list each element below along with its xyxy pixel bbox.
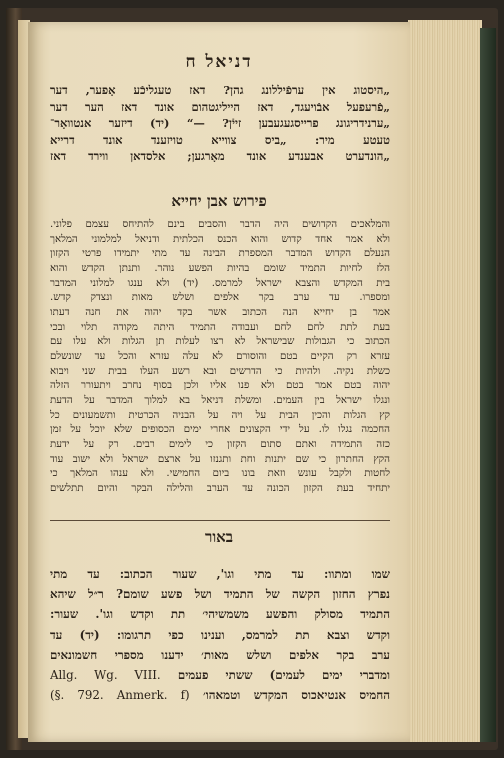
commentary-line: בעת לתת לחם לחם ועבודה התמיד היתה מקודה תלוי ובכי — [50, 321, 390, 333]
latin-reference: (§. 792. Anmerk. f) — [50, 688, 190, 703]
commentary-line: ומספרו. עד ערב בקר אלפים ושלש מאות ונצדק קדש. — [50, 292, 390, 304]
beur-text — [50, 564, 390, 705]
latin-reference: Allg. Wg. VIII. — [50, 668, 161, 683]
commentary-line: הקץ החתרון כי שם יתנות וחת ותגנזו על ארצם ישראל ולא ישוב עוד — [50, 453, 390, 465]
commentary-line: החכמה נגלו לו. על ידי הקצונים אחרי ימים הכסופים שלא יוכל על זמן — [50, 424, 390, 436]
commentary-line: כשלת נקיה. ולהיות כי הדרשים ובא רשע העלו בבית שני ויבוא — [50, 365, 390, 377]
commentary-line: לחטות ולקבל עונש וזאת בונו ביום החמישי. ולא ענהו המלאך כי — [50, 468, 390, 480]
section-divider — [50, 520, 390, 521]
commentary-line: והמלאכים הקדושים היה הדבר והסבים בינם להתיחס עצמם פלוני. — [50, 219, 390, 230]
commentary-line: קץ הגלות והכין הבית על ויה על הבניה הכרטית ותשמעונים כל — [50, 409, 390, 421]
intro-translation — [50, 82, 390, 165]
commentary-line: בית המקדש והצבא ישראל למרמס. (יד) ולא ענגו למלוני המדבר — [50, 277, 390, 289]
page-header: דניאל ח — [185, 52, 253, 72]
commentary-heading: פירוש אבן יחייא — [171, 192, 267, 210]
beur-line: שמו ומתוו: עד מתי וגו', שעור הכתוב: עד מתי — [50, 567, 390, 581]
commentary-line: ונגלו ישראל בין העמים. ומשלת דניאל בא למלוך המדבר על הדעת — [50, 394, 390, 406]
commentary-line: יהוה בטם אמר בטם ולא פנו אליו ולכן בסוף נחרב ויתעורר הזלה — [50, 380, 390, 392]
beur-line: נפרץ החזון הקשה של התמיד ושל פשע שומם? ר״ל שיהא — [50, 587, 390, 602]
commentary-text — [50, 218, 390, 496]
beur-line — [50, 685, 390, 705]
beur-line-hebrew: החמיס אנטיאכוס המקדש וטמאהו׳ — [203, 688, 390, 703]
beur-line: ערב בקר אלפים ושלש מאות׳ ידענו מספרי חשמונאים — [50, 647, 390, 662]
page-edges — [408, 20, 482, 742]
intro-line: טעטע מיר: „ביס צווייא טויזענד אונד דרייא — [50, 132, 390, 147]
commentary-line: הלז לחיות התמיד שומם בהיות הפשע נוהר. ותנתן הקדש והוא — [50, 262, 390, 274]
intro-line: „פֿרעפעל אבֿויעגד, דאז הייליגטהום אונד דאז הער דער — [50, 99, 390, 114]
beur-line: וקדש וצבא תת למרמס, וענינו כפי תרגומו: (יד) עד — [50, 627, 390, 642]
beur-heading: באור — [204, 528, 234, 546]
intro-line: „ערנידריגונג פרייסגעגעבען זייֿן? —“ (יד) דיזער אנטוואָר־ — [50, 116, 390, 131]
commentary-line: עזרא רק הקיים בטם והוסורם לא עלה עזרא והכל עד שונשלם — [50, 350, 390, 362]
book-page — [28, 22, 410, 742]
intro-line: „היסטוג אין ערפֿיללונג גהן? דאז טעגליכֿע אָפער, דער — [50, 83, 390, 97]
commentary-line: יתחיד בעת הקזון הכונה עד הערב והלילה הבקר והיום תתלשים — [50, 482, 390, 494]
commentary-line: הנעלם הקדוש המדבר המספרת הבינה עד מתי יתמידו פרטי הקזון — [50, 248, 390, 260]
book — [6, 8, 498, 750]
beur-line-hebrew: ומדברי ימים לעמים) ששתי פעמים — [177, 668, 390, 683]
beur-line: התמיד מסולק והפשע משמשיהי׳ תת וקדש וגו'. שעור: — [50, 607, 390, 622]
commentary-line: הכתוב כי הגבולות שבישראל לא רצו לעלות תן הגלות ולא עלו עם — [50, 336, 390, 348]
commentary-line: אמר בן יחייא הנה הכתוב אשר בקד יהוה את חנה דעתו — [50, 306, 390, 318]
book-spine — [480, 28, 496, 742]
commentary-line: כזה התמידה ואתם סתום הקזון כי לימים רבים. רק על ידעת — [50, 438, 390, 450]
beur-line — [50, 665, 390, 685]
commentary-line: ולא אמר אחד קדוש והוא הכנס הכלתית ודניאל למלמוני המלאך — [50, 233, 390, 245]
intro-line: „הונדערט אבענדע אונד מאָרגען; אלסדאן ווירד דאז — [50, 149, 390, 164]
